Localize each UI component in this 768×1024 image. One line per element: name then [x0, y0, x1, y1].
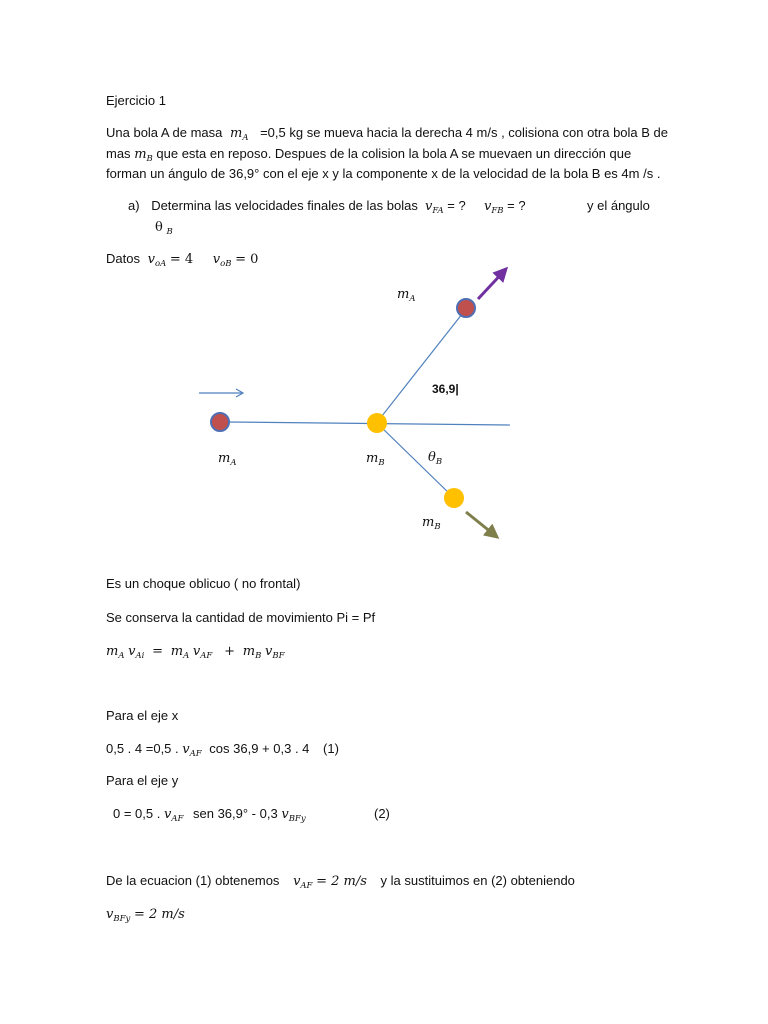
- diagram-label-mb-bottom: [422, 514, 441, 532]
- vfb-symbol: v: [484, 199, 492, 214]
- mb-center-symbol: m: [366, 451, 379, 466]
- ma-top-sub: A: [409, 294, 416, 304]
- mb-bottom-symbol: m: [422, 515, 435, 530]
- vfa-rest: = ?: [447, 198, 466, 213]
- ecuacion-end: y la sustituimos en (2) obteniendo: [380, 873, 575, 888]
- diagram-label-mb-center: [366, 450, 385, 468]
- vfa-symbol: v: [425, 199, 433, 214]
- vob-sub: oB: [220, 259, 232, 269]
- mass-a-symbol: m: [229, 126, 243, 141]
- problem-line-1-start: Una bola A de masa: [106, 125, 223, 140]
- eq2-number: (2): [374, 806, 390, 821]
- theta-b-sub: B: [435, 457, 443, 467]
- final-v: v: [106, 907, 114, 922]
- eq1-number: (1): [323, 741, 339, 756]
- ball-b-initial: [367, 413, 387, 433]
- ecuacion-v: v: [293, 874, 301, 889]
- final-v-sub: BFy: [113, 914, 131, 924]
- question-a-angle-text: y el ángulo: [587, 198, 650, 213]
- ma-left-sub: A: [230, 458, 237, 468]
- ball-a-path-line: [378, 309, 466, 421]
- equation-2: [113, 806, 306, 824]
- ecuacion-line: [106, 873, 575, 891]
- ball-b-velocity-arrow: [466, 512, 497, 537]
- voa-sub: oA: [154, 259, 167, 269]
- mass-b-symbol: m: [134, 147, 147, 162]
- problem-line-1-end: =0,5 kg se mueva hacia la derecha 4 m/s , colisiona con otra bola B de: [260, 125, 669, 140]
- mass-a-sub: A: [242, 133, 249, 143]
- ma-top-symbol: m: [397, 287, 410, 302]
- voa-rest: = 4: [169, 252, 194, 267]
- equation-1: [106, 741, 339, 759]
- eq2-v-sub: AF: [171, 814, 184, 824]
- ecuacion-v-sub: AF: [300, 881, 313, 891]
- diagram-label-ma-top: [397, 286, 415, 304]
- ball-b-path-line: [378, 424, 454, 498]
- datos-label: Datos: [106, 251, 140, 266]
- eq2-v2: v: [281, 807, 289, 822]
- ball-a-final: [457, 299, 475, 317]
- eq1-v: v: [182, 742, 190, 757]
- eq1-end: cos 36,9 + 0,3 . 4: [209, 741, 310, 756]
- momentum-equation: $m_A$ $v_{Ai} = m_A$ $v_{AF} + m_B$ $v_{BF}$: [106, 644, 285, 661]
- ma-left-symbol: m: [218, 451, 231, 466]
- mb-center-sub: B: [378, 458, 385, 468]
- problem-line-2-start: mas: [106, 146, 131, 161]
- vob-rest: = 0: [235, 252, 259, 267]
- question-a-label: a): [128, 198, 140, 213]
- vob-symbol: v: [212, 252, 221, 267]
- mass-b-sub: B: [146, 154, 153, 164]
- conserva-text: Se conserva la cantidad de movimiento Pi = Pf: [106, 610, 376, 625]
- diagram-label-theta: [428, 449, 442, 467]
- eq2-mid: sen 36,9° - 0,3: [193, 806, 278, 821]
- mb-bottom-sub: B: [434, 522, 441, 532]
- ecuacion-start: De la ecuacion (1) obtenemos: [106, 873, 280, 888]
- voa-symbol: v: [147, 252, 155, 267]
- eq2-v: v: [163, 807, 172, 822]
- final-result: [106, 906, 185, 924]
- vfb-rest: = ?: [507, 198, 526, 213]
- theta-symbol: θ: [155, 220, 163, 235]
- ball-b-final: [444, 488, 464, 508]
- exercise-title: Ejercicio 1: [106, 93, 166, 108]
- ecuacion-value: = 2 m/s: [316, 874, 367, 889]
- question-a-text: Determina las velocidades finales de las bolas: [151, 198, 418, 213]
- problem-line-3: forman un ángulo de 36,9° con el eje x y la componente x de la velocidad de la bola B es 4m /s .: [106, 166, 661, 181]
- problem-line-2-end: que esta en reposo. Despues de la colision la bola A se muevaen un dirección que: [156, 146, 632, 161]
- eq2-start: 0 = 0,5 .: [113, 806, 161, 821]
- vfa-sub: FA: [432, 206, 444, 216]
- diagram-angle-label: 36,9|: [432, 382, 459, 396]
- eq1-v-sub: AF: [189, 749, 202, 759]
- choque-text: Es un choque oblicuo ( no frontal): [106, 576, 301, 591]
- ball-a-velocity-arrow: [478, 269, 506, 299]
- theta-sub: B: [166, 227, 173, 237]
- eq1-start: 0,5 . 4 =0,5 .: [106, 741, 179, 756]
- eq2-v2-sub: BFy: [288, 814, 306, 824]
- theta-b-symbol: θ: [428, 450, 436, 465]
- final-value: = 2 m/s: [133, 907, 185, 922]
- eje-y-label: Para el eje y: [106, 773, 179, 788]
- ball-a-initial: [211, 413, 229, 431]
- diagram-label-ma-left: [218, 450, 236, 468]
- vfb-sub: FB: [491, 206, 504, 216]
- eje-x-label: Para el eje x: [106, 708, 179, 723]
- eq-m: m: [106, 644, 119, 659]
